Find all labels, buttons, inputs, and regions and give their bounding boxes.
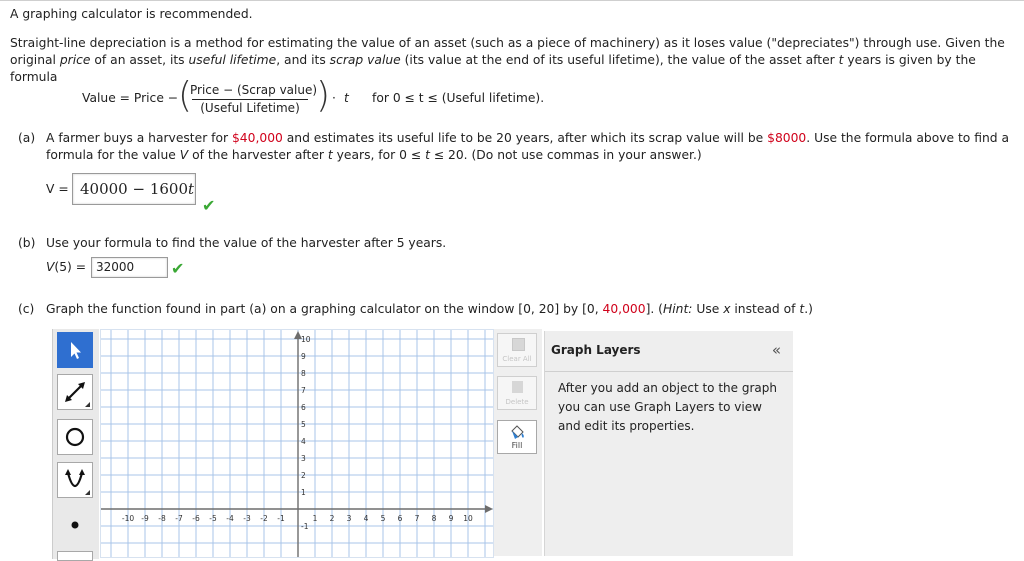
x-axis-arrow: [485, 505, 493, 513]
line-tool-button[interactable]: [57, 374, 93, 410]
graph-action-column: [494, 329, 542, 556]
arrow-pointer-icon: [58, 333, 92, 367]
x-tick-label: 7: [414, 514, 420, 523]
part-b-label: (b): [18, 236, 36, 250]
y-tick-label: 7: [301, 386, 306, 395]
x-tick-label: 8: [431, 514, 437, 523]
tool-menu-corner: [85, 402, 90, 407]
y-tick-label: 6: [301, 403, 306, 412]
part-b-answer-label: V(5) =: [46, 260, 87, 274]
formula-denominator: (Useful Lifetime): [200, 101, 300, 115]
x-tick-label: 4: [363, 514, 369, 523]
x-tick-label: -9: [141, 514, 149, 523]
graph-layers-help-text: After you add an object to the graph you can use Graph Layers to view and edit its properties.: [558, 381, 777, 433]
part-a-question-line2: formula for the value V of the harvester after t years, for 0 ≤ t ≤ 20. (Do not use commas in your answer.): [46, 148, 702, 162]
part-c-question: Graph the function found in part (a) on a graphing calculator on the window [0, 20] by [0, 40,000]. (Hint: Use x instead of t.): [46, 302, 813, 316]
tool-menu-corner: [85, 490, 90, 495]
x-tick-label: -6: [192, 514, 200, 523]
part-b-answer-text: 32000: [96, 260, 135, 274]
x-tick-label: -7: [175, 514, 183, 523]
y-tick-label: 8: [301, 369, 306, 378]
fraction-bar: [192, 99, 308, 100]
x-tick-label: -3: [243, 514, 251, 523]
x-tick-label: 2: [329, 514, 335, 523]
y-tick-label: 4: [301, 437, 306, 446]
circle-tool-button[interactable]: [57, 419, 93, 455]
graph-layers-panel: [544, 331, 793, 556]
part-a-label: (a): [18, 131, 36, 145]
part-b-answer-input[interactable]: [91, 257, 168, 278]
part-a-answer-text: 40000 − 1600t: [80, 180, 195, 198]
part-b-correct-check-icon: ✔: [171, 259, 185, 278]
formula-open-paren: (: [178, 75, 193, 116]
graph-layers-header: [545, 331, 793, 372]
formula-t: t: [344, 91, 349, 105]
formula-times: ·: [332, 91, 336, 105]
graph-layers-title: Graph Layers: [551, 343, 641, 357]
y-tick-label: -1: [301, 522, 309, 531]
x-tick-label: 5: [380, 514, 386, 523]
y-tick-label: 5: [301, 420, 306, 429]
part-a-answer-label: V =: [46, 182, 69, 196]
circle-tool-icon: [58, 420, 92, 454]
y-tick-label: 10: [301, 335, 311, 344]
x-tick-label: -8: [158, 514, 166, 523]
formula-numerator: Price − (Scrap value): [190, 83, 318, 97]
y-tick-label: 2: [301, 471, 306, 480]
y-tick-label: 9: [301, 352, 306, 361]
part-a-question-line1: A farmer buys a harvester for $40,000 and estimates its useful life to be 20 years, after which its scrap value will be $8000. Use the formula above to find a: [46, 131, 1010, 145]
part-a-answer-input[interactable]: [72, 173, 196, 205]
problem-description: Straight-line depreciation is a method for estimating the value of an asset (such as a piece of machinery) as it loses value ("depreciates") through use. Given the original price of an asset, its useful lifetime, and its scrap value (its value at the end of its useful lifetime), the value of the asset after t years is given by the formula: [10, 36, 1005, 84]
fill-bucket-icon: [498, 423, 536, 443]
x-tick-label: -10: [121, 514, 135, 523]
delete-button[interactable]: Delete: [497, 376, 537, 410]
depreciation-formula: [82, 75, 602, 120]
x-tick-label: -5: [209, 514, 217, 523]
y-tick-label: 1: [301, 488, 306, 497]
x-tick-label: 3: [346, 514, 352, 523]
x-tick-label: 9: [448, 514, 454, 523]
y-tick-label: 3: [301, 454, 306, 463]
x-tick-label: 10: [463, 514, 473, 523]
more-tool-button[interactable]: [57, 551, 93, 561]
x-tick-label: 1: [312, 514, 318, 523]
point-tool-button[interactable]: [57, 507, 93, 543]
graph-canvas[interactable]: [100, 329, 494, 558]
x-tick-label: -1: [277, 514, 285, 523]
formula-lhs: Value = Price −: [82, 91, 179, 105]
coordinate-grid: [101, 330, 493, 557]
part-a-correct-check-icon: ✔: [202, 196, 216, 215]
pointer-tool-button[interactable]: [57, 332, 93, 368]
formula-domain: for 0 ≤ t ≤ (Useful lifetime).: [372, 91, 545, 105]
point-tool-icon: [57, 507, 93, 543]
trash-icon: [512, 381, 523, 393]
clear-all-icon: [512, 338, 525, 351]
x-tick-label: 6: [397, 514, 403, 523]
part-c-label: (c): [18, 302, 35, 316]
top-border: [0, 0, 1024, 1]
parabola-tool-button[interactable]: [57, 462, 93, 498]
intro-text: A graphing calculator is recommended.: [10, 7, 253, 21]
formula-close-paren: ): [316, 75, 331, 116]
x-tick-label: -4: [226, 514, 234, 523]
graph-tool-palette: [52, 329, 99, 559]
collapse-chevron-icon[interactable]: «: [771, 341, 781, 359]
clear-all-button[interactable]: Clear All: [497, 333, 537, 367]
x-tick-label: -2: [260, 514, 268, 523]
fill-button[interactable]: Fill: [497, 420, 537, 454]
part-b-question: Use your formula to find the value of the harvester after 5 years.: [46, 236, 447, 250]
